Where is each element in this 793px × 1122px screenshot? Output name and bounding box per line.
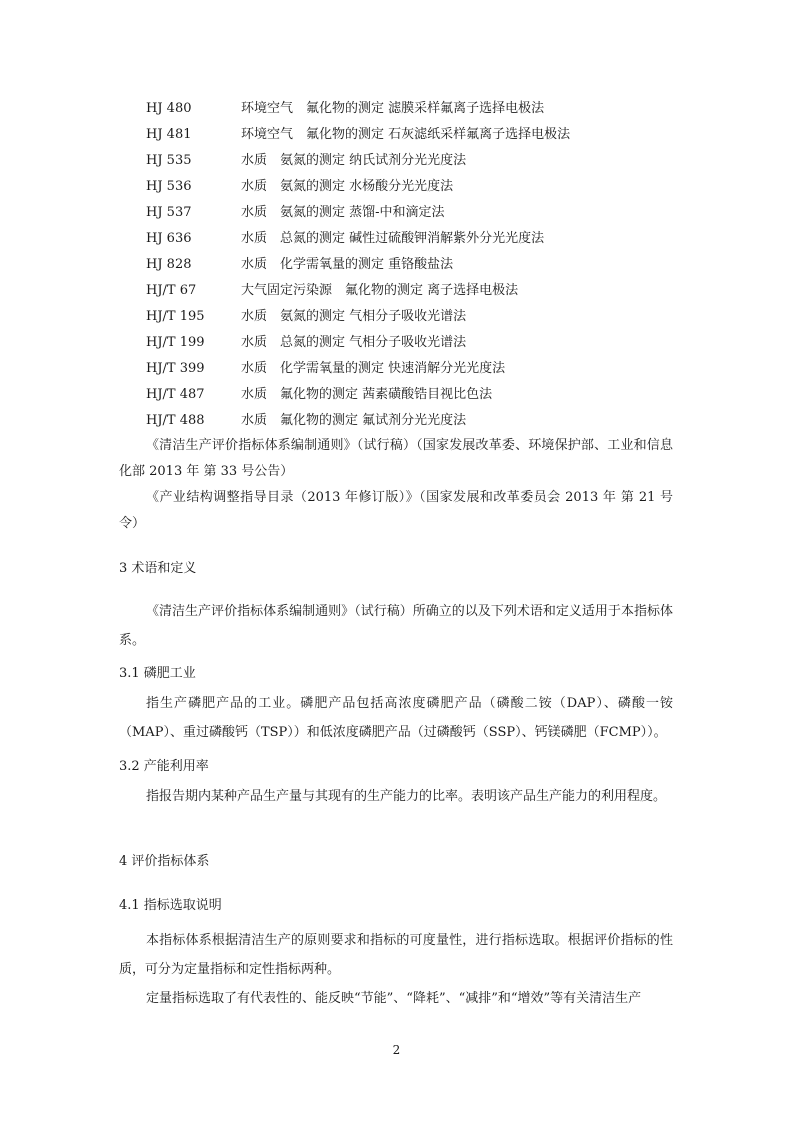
- standard-row: [146, 229, 686, 255]
- standard-row: [146, 151, 686, 177]
- standard-code: HJ 481: [146, 127, 192, 142]
- subsection-heading: 4.1 指标选取说明: [119, 898, 222, 913]
- standard-row: [146, 99, 686, 125]
- standard-code: HJ/T 487: [146, 387, 205, 402]
- standard-title: 水质 氨氮的测定 气相分子吸收光谱法: [241, 309, 467, 324]
- standard-title: 水质 化学需氧量的测定 重铬酸盐法: [241, 257, 454, 272]
- standard-title: 环境空气 氟化物的测定 滤膜采样氟离子选择电极法: [241, 101, 545, 116]
- standard-code: HJ 535: [146, 153, 192, 168]
- standard-code: HJ 828: [146, 257, 192, 272]
- standard-title: 水质 氨氮的测定 纳氏试剂分光光度法: [241, 153, 467, 168]
- standards-list: [146, 99, 686, 437]
- standard-row: [146, 281, 686, 307]
- standard-title: 水质 化学需氧量的测定 快速消解分光光度法: [241, 361, 506, 376]
- standard-row: [146, 307, 686, 333]
- standard-code: HJ 636: [146, 231, 192, 246]
- standard-row: [146, 333, 686, 359]
- page-number: 2: [392, 1043, 401, 1057]
- standard-code: HJ 536: [146, 179, 192, 194]
- standard-code: HJ/T 488: [146, 413, 205, 428]
- subsection-heading: 3.1 磷肥工业: [119, 666, 196, 681]
- paragraph: 定量指标选取了有代表性的、能反映“节能”、“降耗”、“减排”和“增效”等有关清洁生产: [146, 991, 642, 1006]
- standard-row: [146, 177, 686, 203]
- section-heading: 4 评价指标体系: [119, 854, 210, 869]
- standard-title: 水质 总氮的测定 气相分子吸收光谱法: [241, 335, 467, 350]
- standard-title: 水质 氨氮的测定 蒸馏-中和滴定法: [241, 205, 445, 220]
- standard-title: 大气固定污染源 氟化物的测定 离子选择电极法: [241, 283, 519, 298]
- subsection-heading: 3.2 产能利用率: [119, 759, 209, 774]
- standard-row: [146, 203, 686, 229]
- standard-title: 环境空气 氟化物的测定 石灰滤纸采样氟离子选择电极法: [241, 127, 571, 142]
- section-heading: 3 术语和定义: [119, 561, 197, 576]
- standard-code: HJ/T 67: [146, 283, 197, 298]
- paragraph: 本指标体系根据清洁生产的原则要求和指标的可度量性，进行指标选取。根据评价指标的性质，可分为定量指标和定性指标两种。: [119, 933, 673, 977]
- paragraph: 指生产磷肥产品的工业。磷肥产品包括高浓度磷肥产品（磷酸二铵（DAP）、磷酸一铵（MAP）、重过磷酸钙（TSP））和低浓度磷肥产品（过磷酸钙（SSP）、钙镁磷肥（FCMP））。: [119, 696, 673, 740]
- standard-code: HJ/T 195: [146, 309, 205, 324]
- standard-row: [146, 359, 686, 385]
- standard-code: HJ/T 199: [146, 335, 205, 350]
- reference-entry: 《产业结构调整指导目录（2013 年修订版）》（国家发展和改革委员会 2013 年 第 21 号令）: [119, 490, 673, 531]
- reference-entry: 《清洁生产评价指标体系编制通则》（试行稿）（国家发展改革委、环境保护部、工业和信息化部 2013 年 第 33 号公告）: [119, 438, 673, 479]
- standard-title: 水质 氟化物的测定 茜素磺酸锆目视比色法: [241, 387, 493, 402]
- paragraph: 《清洁生产评价指标体系编制通则》（试行稿）所确立的以及下列术语和定义适用于本指标体系。: [119, 604, 673, 648]
- standard-row: [146, 385, 686, 411]
- standard-row: [146, 125, 686, 151]
- standard-title: 水质 氟化物的测定 氟试剂分光光度法: [241, 413, 467, 428]
- standard-title: 水质 总氮的测定 碱性过硫酸钾消解紫外分光光度法: [241, 231, 545, 246]
- paragraph: 指报告期内某种产品生产量与其现有的生产能力的比率。表明该产品生产能力的利用程度。: [146, 789, 667, 804]
- standard-row: [146, 255, 686, 281]
- standard-code: HJ 480: [146, 101, 192, 116]
- standard-code: HJ/T 399: [146, 361, 205, 376]
- standard-code: HJ 537: [146, 205, 192, 220]
- standard-title: 水质 氨氮的测定 水杨酸分光光度法: [241, 179, 454, 194]
